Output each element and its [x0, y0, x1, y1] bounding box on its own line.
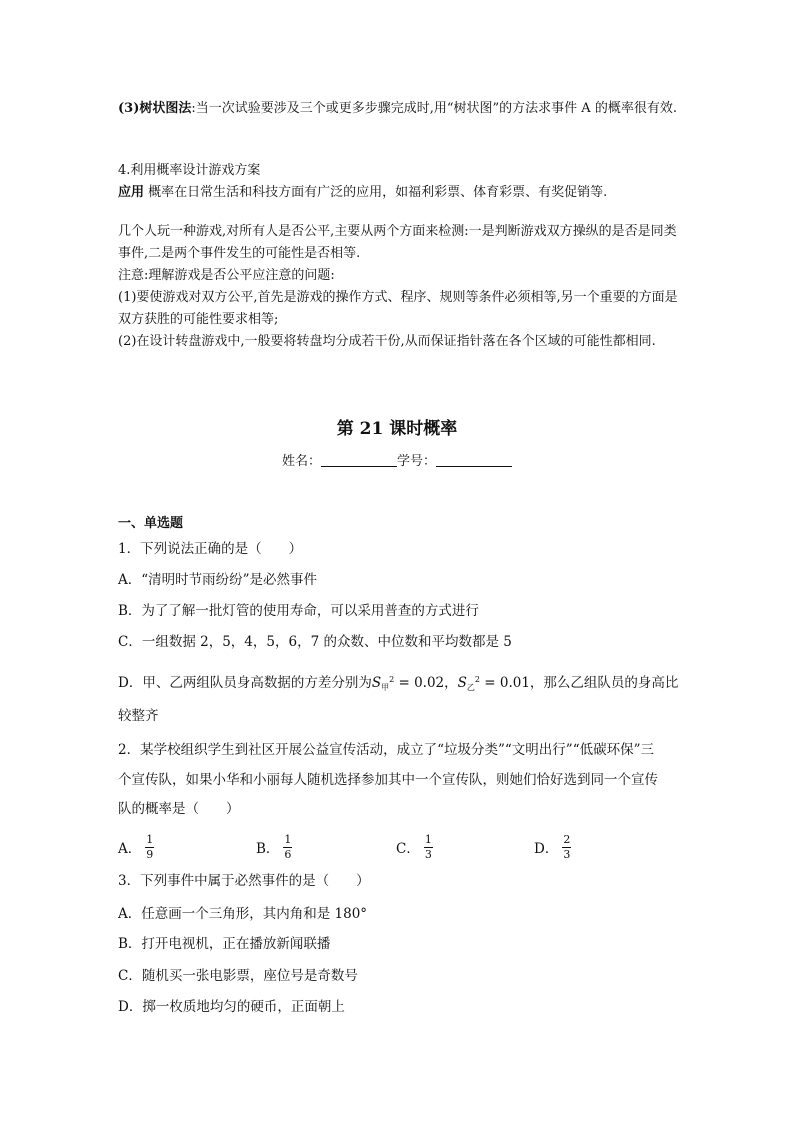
note-2: (2)在设计转盘游戏中,一般要将转盘均分成若干份,从而保证指针落在各个区域的可能性都相同.	[118, 334, 656, 349]
q2-c-fraction	[424, 834, 433, 861]
q2-b-denominator: 6	[284, 847, 292, 861]
section-title: 一、单选题	[118, 516, 184, 531]
q2-c-numerator: 1	[424, 832, 432, 846]
s-jia-subscript: 甲	[381, 683, 390, 692]
q2-option-c	[396, 832, 433, 862]
q2-a-fraction	[145, 834, 154, 861]
name-label: 姓名：	[281, 454, 321, 469]
q3-option-d: D．掷一枚质地均匀的硬币，正面朝上	[118, 999, 345, 1015]
q2-a-label: A．	[118, 841, 142, 857]
section4-title: 4.利用概率设计游戏方案	[118, 163, 261, 178]
q3-option-b: B．打开电视机，正在播放新闻联播	[118, 936, 331, 952]
s-yi-value: = 0.01，那么乙组队员的身高比	[479, 675, 679, 691]
tree-method-text: :当一次试验要涉及三个或更多步骤完成时,用“树状图”的方法求事件 A 的概率很有效.	[191, 101, 677, 116]
q2-b-fraction	[283, 834, 292, 861]
q2-b-numerator: 1	[284, 832, 292, 846]
q2-a-numerator: 1	[146, 832, 154, 846]
id-blank[interactable]	[436, 453, 512, 467]
q1-option-d: D．甲、乙两组队员身高数据的方差分别为$S_甲^2 = 0.02$，$S_乙^2 = 0.01$，那么乙组队员的身高比	[118, 675, 679, 692]
q2-option-d	[534, 832, 571, 862]
q2-b-label: B．	[256, 841, 280, 857]
tree-method-label: (3)树状图法	[118, 101, 192, 116]
s-jia-value: = 0.02，	[394, 675, 458, 691]
q2-c-denominator: 3	[424, 847, 432, 861]
name-id-row	[0, 452, 794, 472]
q3-stem: 3．下列事件中属于必然事件的是（ ）	[118, 873, 370, 889]
q2-stem-line3: 队的概率是（ ）	[118, 801, 240, 817]
s-yi-subscript: 乙	[466, 683, 475, 692]
q1-d-continuation: 较整齐	[118, 708, 159, 724]
tree-method-paragraph	[118, 98, 678, 120]
q1-option-b: B．为了了解一批灯管的使用寿命，可以采用普查的方式进行	[118, 603, 479, 619]
id-label: 学号：	[397, 454, 437, 469]
q2-c-label: C．	[396, 841, 420, 857]
q2-a-denominator: 9	[146, 847, 154, 861]
q2-stem-line1: 2．某学校组织学生到社区开展公益宣传活动，成立了“垃圾分类”“文明出行”“低碳环保”三	[118, 742, 654, 758]
q2-d-label: D．	[534, 841, 559, 857]
q2-d-numerator: 2	[563, 832, 571, 846]
note-title: 注意:理解游戏是否公平应注意的问题:	[118, 268, 335, 283]
q3-option-c: C．随机买一张电影票，座位号是奇数号	[118, 968, 358, 984]
q2-option-a	[118, 832, 154, 862]
apply-label: 应用	[118, 185, 145, 200]
q2-options	[118, 832, 683, 862]
fairness-text: 几个人玩一种游戏,对所有人是否公平,主要从两个方面来检测:一是判断游戏双方操纵的是否是同类事件,二是两个事件发生的可能性是否相等.	[118, 224, 677, 261]
q3-option-a: A．任意画一个三角形，其内角和是 180°	[118, 906, 368, 922]
q2-d-fraction	[562, 834, 571, 861]
section4-block	[118, 160, 678, 204]
q1-option-a: A．“清明时节雨纷纷”是必然事件	[118, 572, 318, 588]
note-1: (1)要使游戏对双方公平,首先是游戏的操作方式、程序、规则等条件必须相等,另一个重要的方面是双方获胜的可能性要求相等;	[118, 290, 678, 327]
apply-text: 概率在日常生活和科技方面有广泛的应用，如福利彩票、体育彩票、有奖促销等.	[144, 185, 608, 200]
q2-stem-line2: 个宣传队，如果小华和小丽每人随机选择参加其中一个宣传队，则她们恰好选到同一个宣传	[118, 772, 658, 788]
q2-option-b	[256, 832, 292, 862]
q1-d-prefix: D．甲、乙两组队员身高数据的方差分别为	[118, 675, 372, 691]
page-title: 第 21 课时概率	[336, 419, 458, 439]
q1-stem: 1．下列说法正确的是（ ）	[118, 541, 303, 557]
name-blank[interactable]	[321, 453, 397, 467]
q1-option-c: C．一组数据 2，5，4，5，6，7 的众数、中位数和平均数都是 5	[118, 634, 512, 650]
fairness-block	[118, 221, 678, 353]
q2-d-denominator: 3	[563, 847, 571, 861]
